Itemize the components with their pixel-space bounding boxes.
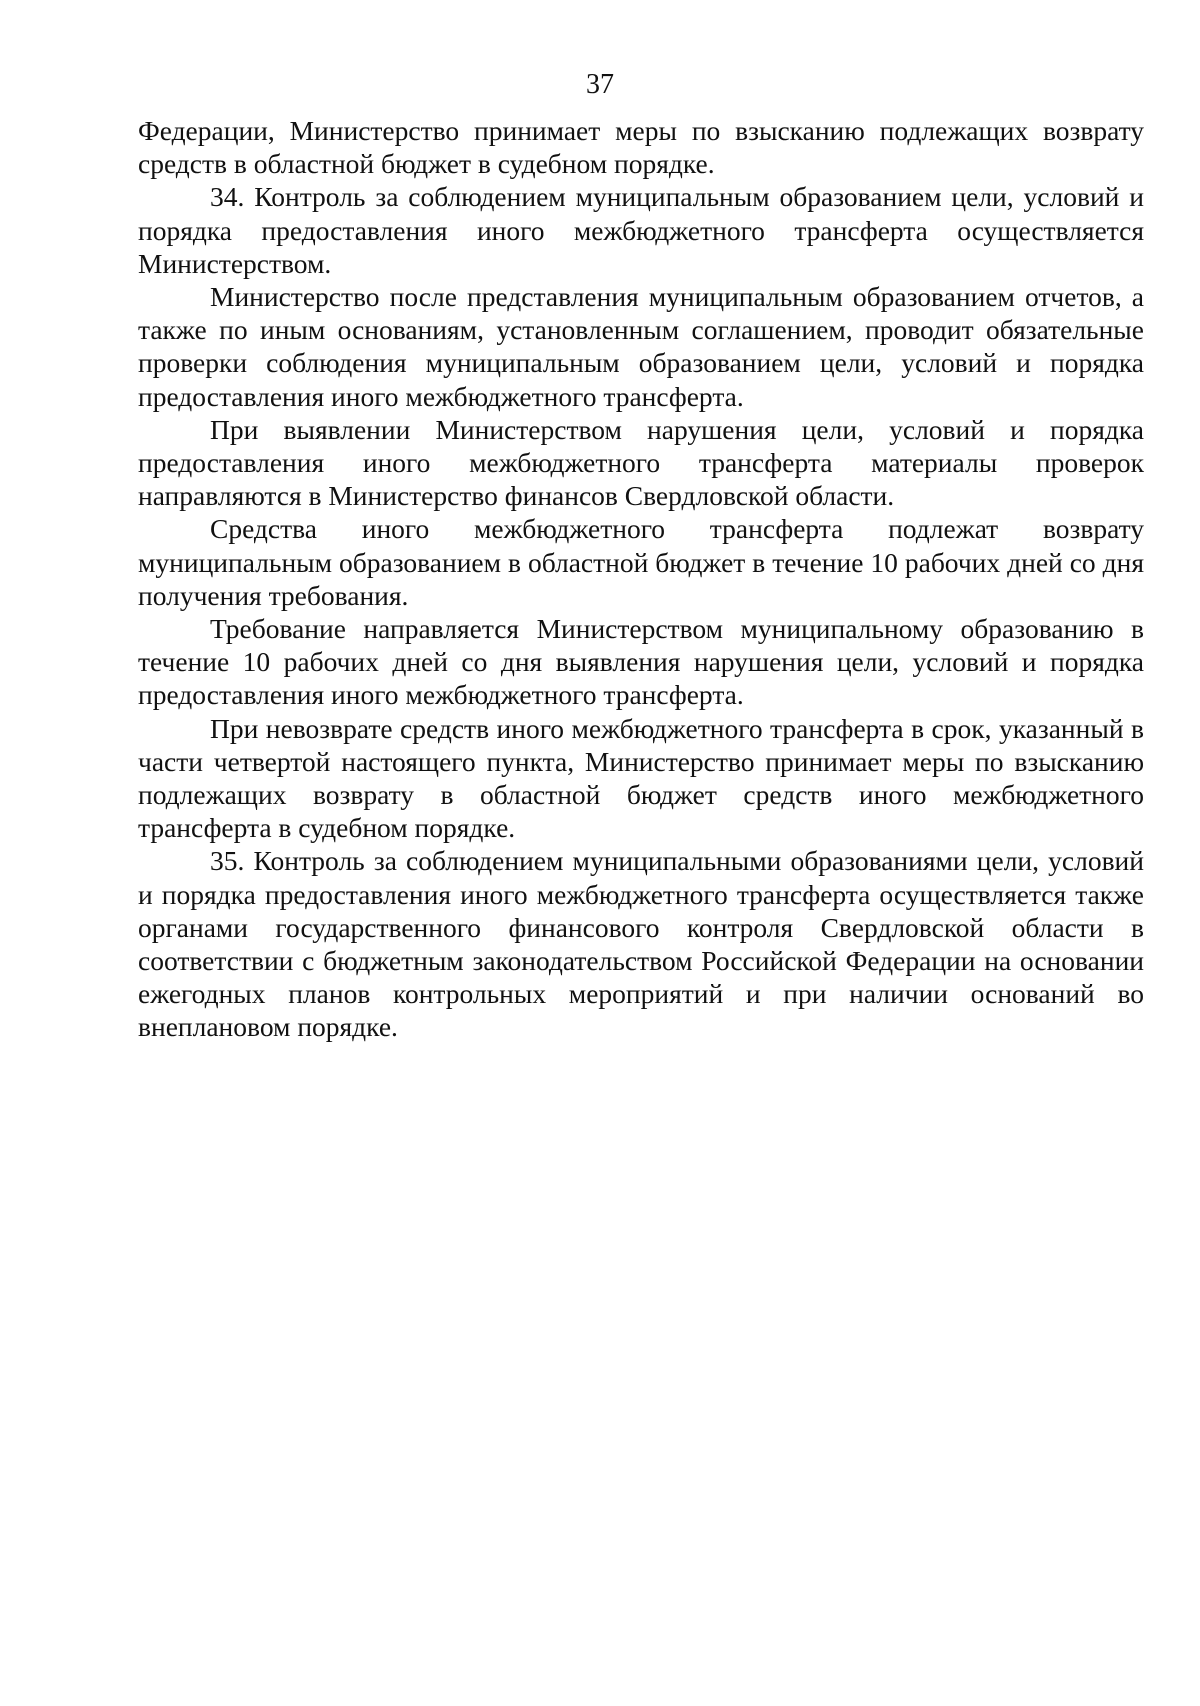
paragraph-refund: Средства иного межбюджетного трансферта подлежат возврату муниципальным образованием в областной бюджет в течение 10 рабочих дней со дня получения требования. [138,513,1144,611]
paragraph-violations: При выявлении Министерством нарушения цели, условий и порядка предоставления иного межбюджетного трансферта материалы проверок направляются в Министерство финансов Свердловской области. [138,413,1144,512]
paragraph-clause-35: 35. Контроль за соблюдением муниципальными образованиями цели, условий и порядка предоставления иного межбюджетного трансферта осуществляется также органами государственного финансового контроля Свердловской области в соответствии с бюджетным законодательством Российской Федерации на основании ежегодных планов контрольных мероприятий и при наличии оснований во внеплановом порядке. [138,845,1144,1043]
paragraph-clause-34: 34. Контроль за соблюдением муниципальным образованием цели, условий и порядка предоставления иного межбюджетного трансферта осуществляется Министерством. [138,181,1144,279]
paragraph-requirement: Требование направляется Министерством муниципальному образованию в течение 10 рабочих дней со дня выявления нарушения цели, условий и порядка предоставления иного межбюджетного трансферта. [138,613,1144,711]
page-number: 37 [586,69,614,100]
paragraph-continuation: Федерации, Министерство принимает меры по взысканию подлежащих возврату средств в областной бюджет в судебном порядке. [138,115,1144,180]
paragraph-inspections: Министерство после представления муниципальным образованием отчетов, а также по иным основаниям, установленным соглашением, проводит обязательные проверки соблюдения муниципальным образованием цели, условий и порядка предоставления иного межбюджетного трансферта. [138,281,1144,412]
document-body [138,114,1144,1044]
paragraph-non-return: При невозврате средств иного межбюджетного трансферта в срок, указанный в части четвертой настоящего пункта, Министерство принимает меры по взысканию подлежащих возврату в областной бюджет средств иного межбюджетного трансферта в судебном порядке. [138,712,1144,844]
